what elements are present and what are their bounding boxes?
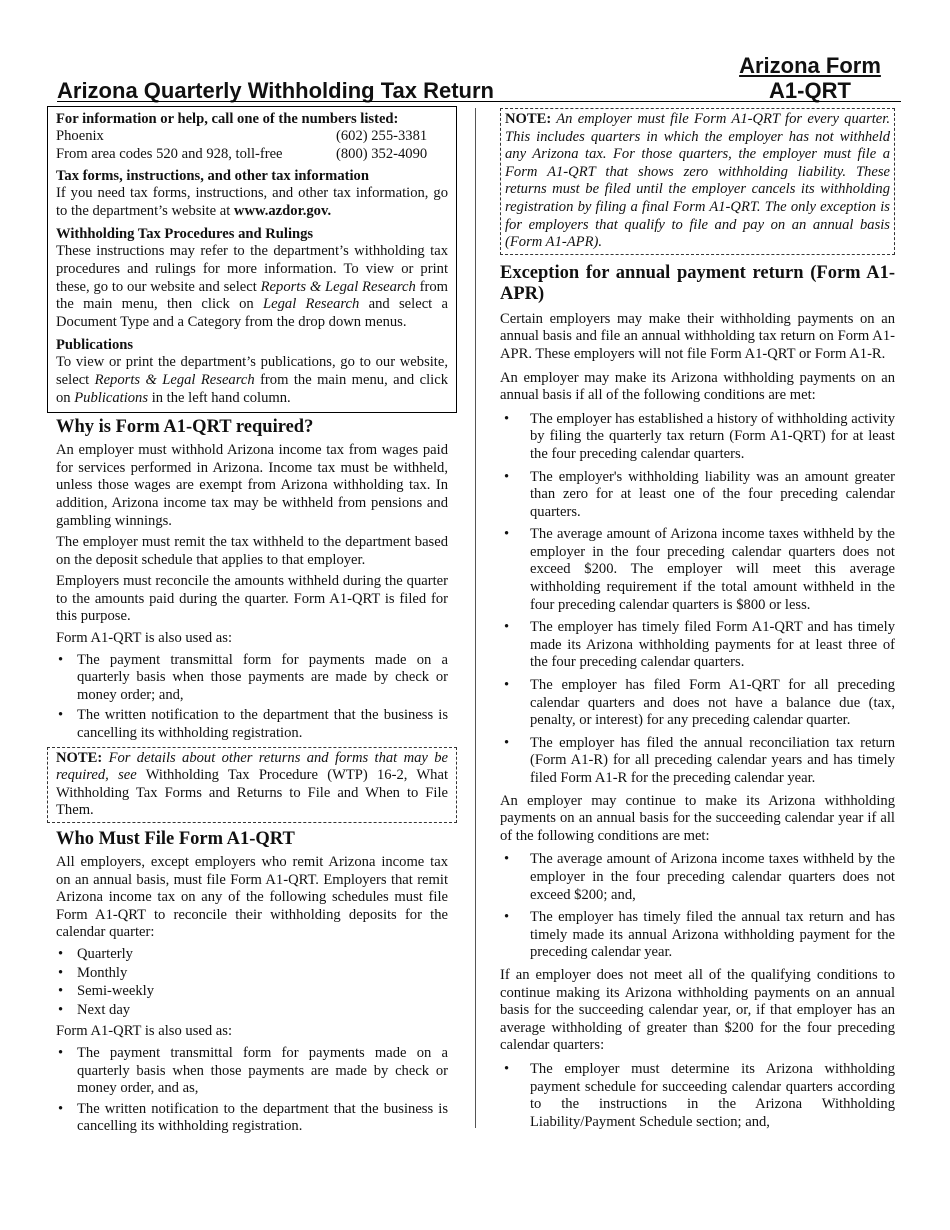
list-item: • The employer has filed the annual reconciliation tax return (Form A1-R) for all preceding calendar years and has timely filed Form A1-R for the preceding calendar year. — [500, 735, 895, 788]
list-item: • The employer has established a history of withholding activity by filing the quarterly tax return (Form A1-QRT) for at least the four preceding calendar quarters. — [500, 411, 895, 464]
phone-row — [56, 128, 448, 146]
list-item: • Next day — [56, 1002, 448, 1020]
why-section — [47, 417, 457, 743]
note-box — [47, 747, 457, 823]
annual-note-box — [500, 108, 895, 255]
page-title: Arizona Quarterly Withholding Tax Return — [57, 78, 494, 103]
forms-text: If you need tax forms, instructions, and other tax information, go to the department’s website at — [56, 185, 448, 219]
list-item: • The written notification to the department that the business is cancelling its withholding registration. — [56, 1101, 448, 1136]
list-item: • The employer has filed Form A1-QRT for all preceding calendar quarters and does not have a balance due (tax, penalty, or interest) for any preceding calendar quarter. — [500, 677, 895, 730]
paragraph: The employer must remit the tax withheld to the department based on the deposit schedule that applies to that employer. — [56, 534, 448, 568]
info-box — [47, 106, 457, 413]
list-item: • The employer's withholding liability was an amount greater than zero for at least one of the four preceding calendar quarters. — [500, 469, 895, 522]
note-text: An employer must file Form A1-QRT for every quarter. This includes quarters in which the employer has not withheld any Arizona tax. For those quarters, the employer must file a Form A1-QRT that shows zero withholding liability. These returns must be filed until the employer cancels its withholding registration by filing a final Form A1-QRT. The only exception is for employers that qualify to file and pay on an annual basis (Form A1-APR). — [505, 111, 890, 251]
column-divider — [475, 108, 476, 1128]
bullet-list — [56, 652, 448, 743]
publications-paragraph — [56, 354, 448, 407]
publications-text: in the left hand column. — [151, 389, 291, 406]
left-column — [47, 106, 457, 1140]
list-item: • The employer must determine its Arizona withholding payment schedule for succeeding calendar quarters according to the instructions in the Arizona Withholding Liability/Payment Schedule section; and, — [500, 1061, 895, 1131]
procedures-emphasis: Reports & Legal Research — [260, 278, 416, 295]
bullet-list — [56, 1045, 448, 1136]
procedures-text: These instructions may refer to the department’s withholding tax procedures and rulings for more information. To view or print these, go to our website and select — [56, 243, 448, 295]
procedures-emphasis: Legal Research — [263, 296, 360, 313]
publications-text: from the main menu, and click on — [56, 371, 448, 406]
forms-paragraph — [56, 185, 448, 220]
who-section — [47, 829, 457, 1136]
procedures-text: and select a Document Type and a Category from the drop down menus. — [56, 296, 449, 330]
forms-heading: Tax forms, instructions, and other tax information — [56, 168, 369, 185]
schedule-list — [56, 946, 448, 1019]
procedures-text: from the main menu, then click on — [56, 278, 449, 313]
list-item: • The payment transmittal form for payments made on a quarterly basis when those payments are made by check or money order; and, — [56, 652, 448, 705]
form-code: A1-QRT — [769, 78, 851, 103]
publications-emphasis: Publications — [74, 389, 149, 406]
help-heading: For information or help, call one of the numbers listed: — [56, 111, 399, 127]
list-item: • Semi-weekly — [56, 983, 448, 1001]
paragraph: An employer may continue to make its Arizona withholding payments on an annual basis for the succeeding calendar year if all of the following conditions are met: — [500, 792, 895, 844]
publications-heading: Publications — [56, 337, 134, 354]
paragraph: An employer may make its Arizona withholding payments on an annual basis if all of the following conditions are met: — [500, 369, 895, 404]
list-item: • The employer has timely filed the annual tax return and has timely made its annual Arizona withholding payment for the preceding calendar year. — [500, 909, 895, 962]
paragraph: Form A1-QRT is also used as: — [56, 1023, 233, 1040]
section-heading: Why is Form A1-QRT required? — [56, 417, 314, 438]
note-emphasis: For details about other returns and forms that may be required, see — [56, 749, 448, 784]
list-item: • Quarterly — [56, 946, 448, 964]
note-label: NOTE: — [56, 749, 103, 766]
form-label: Arizona Form — [739, 53, 881, 78]
paragraph: Form A1-QRT is also used as: — [56, 630, 233, 647]
phone-number: (800) 352-4090 — [336, 145, 428, 162]
list-item: • The employer has timely filed Form A1-QRT and has timely made its Arizona withholding payments for at least three of the four preceding calendar quarters. — [500, 619, 895, 672]
phone-label: Phoenix — [56, 128, 104, 144]
procedures-heading: Withholding Tax Procedures and Rulings — [56, 226, 314, 243]
paragraph: All employers, except employers who remit Arizona income tax on an annual basis, must file Form A1-QRT. Employers that remit Arizona income tax on any of the following schedules must file Form A1-QRT to reconcile their withholding deposits for the calendar quarter: — [56, 854, 448, 941]
phone-label: From area codes 520 and 928, toll-free — [56, 145, 283, 162]
list-item: • The average amount of Arizona income taxes withheld by the employer in the four preceding calendar quarters does not exceed $200. The employer will meet this average withholding requirement if the total amount withheld in the four preceding calendar quarters is $800 or less. — [500, 526, 895, 614]
publications-text: To view or print the department’s publications, go to our website, select — [56, 354, 448, 388]
conditions-list — [500, 411, 895, 788]
header-rule — [57, 101, 901, 102]
paragraph: Employers must reconcile the amounts withheld during the quarter to the amounts paid during the quarter. Form A1-QRT is filed for this purpose. — [56, 573, 448, 625]
section-heading: Who Must File Form A1-QRT — [56, 829, 295, 849]
list-item: • Monthly — [56, 965, 448, 983]
continue-conditions-list — [500, 851, 895, 962]
website-link[interactable]: www.azdor.gov. — [233, 202, 332, 219]
phone-number: (602) 255-3381 — [336, 128, 428, 144]
note-text: Withholding Tax Procedure (WTP) 16-2, What Withholding Tax Forms and Returns to File and When to File Them. — [56, 767, 449, 819]
list-item: • The payment transmittal form for payments made on a quarterly basis when those payments are made by check or money order, and as, — [56, 1045, 448, 1098]
list-item: • The average amount of Arizona income taxes withheld by the employer in the four preceding calendar quarters does not exceed $200; and, — [500, 851, 895, 904]
form-number-block — [700, 53, 920, 103]
paragraph: Certain employers may make their withholding payments on an annual basis and file an annual withholding tax return on Form A1-APR. These employers will not file Form A1-QRT or Form A1-R. — [500, 310, 895, 362]
phone-row — [56, 146, 448, 164]
right-column — [500, 108, 895, 1136]
note-label: NOTE: — [505, 111, 552, 127]
final-bullet-list — [500, 1061, 895, 1131]
paragraph: If an employer does not meet all of the qualifying conditions to continue making its Arizona withholding payments on an annual basis for the succeeding calendar year, or, if that employer has an average withholding of greater than $200 for the four preceding calendar quarters: — [500, 966, 895, 1054]
paragraph: An employer must withhold Arizona income tax from wages paid for services performed in Arizona. Income tax must be withheld, unless those wages are exempt from Arizona withholding tax. In addition, Arizona income tax may be withheld from pensions and gambling winnings. — [56, 442, 448, 529]
publications-emphasis: Reports & Legal Research — [94, 371, 255, 388]
list-item: • The written notification to the department that the business is cancelling its withholding registration. — [56, 707, 448, 742]
section-heading: Exception for annual payment return (Form A1-APR) — [500, 262, 895, 304]
procedures-paragraph — [56, 243, 448, 331]
